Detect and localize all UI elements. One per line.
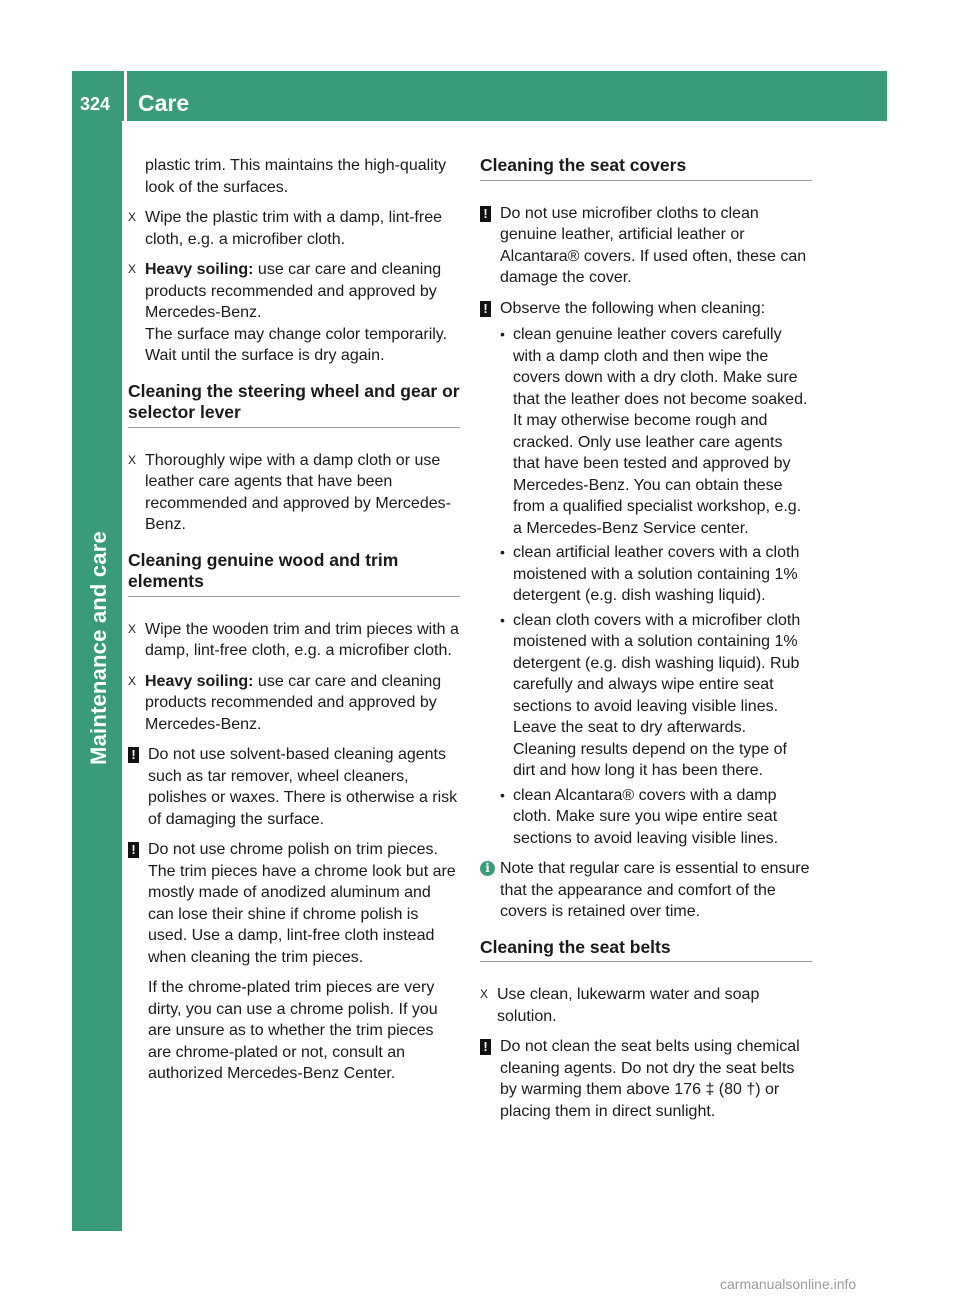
step-arrow-icon: X	[480, 987, 489, 1001]
bullet-icon: •	[500, 611, 505, 628]
warning-continuation: If the chrome-plated trim pieces are very dirty, you can use a chrome polish. If you are unsure as to whether the trim pieces are chrome-plated or not, consult an authorized Mercedes-Benz Center.	[148, 979, 438, 1082]
heading-wood: Cleaning genuine wood and trim elements	[128, 550, 460, 597]
warning-icon: !	[480, 301, 491, 317]
bullet-text: clean Alcantara® covers with a damp cloth. Make sure you wipe entire seat sections to avoid leaving visible lines.	[513, 786, 779, 847]
step-text: Thoroughly wipe with a damp cloth or use leather care agents that have been recommended and approved by Mercedes-Benz.	[145, 451, 451, 533]
section-title: Care	[138, 90, 190, 116]
header-divider	[124, 71, 127, 121]
step-text: use car care and cleaning products recommended and approved by Mercedes-Benz.	[145, 672, 442, 733]
bullet-item	[480, 610, 812, 782]
left-column	[128, 155, 460, 1094]
step-text: Wipe the wooden trim and trim pieces with a damp, lint-free cloth, e.g. a microfiber cloth.	[145, 620, 459, 659]
bullet-item	[480, 785, 812, 850]
bullet-text: clean artificial leather covers with a cloth moistened with a solution containing 1% detergent (e.g. dish washing liquid).	[513, 544, 800, 604]
step-item	[128, 259, 460, 367]
bullet-item	[480, 542, 812, 607]
step-text: Use clean, lukewarm water and soap solution.	[497, 986, 760, 1025]
warning-icon: !	[480, 206, 491, 222]
step-item	[128, 207, 460, 250]
warning-icon: !	[128, 842, 139, 858]
bullet-text: clean genuine leather covers carefully with a damp cloth and then wipe the covers down with a dry cloth. Make sure that the leather does not become soaked. It may otherwise become rough and cracked. Only use leather care agents that have been tested and approved by Mercedes-Benz. You can obtain these from a qualified specialist workshop, e.g. a Mercedes-Benz Service center.	[513, 326, 808, 537]
warning-text: Do not clean the seat belts using chemical cleaning agents. Do not dry the seat belts by warming them above 176 ‡ (80 †) or placing them in direct sunlight.	[500, 1038, 800, 1120]
warning-item	[128, 839, 460, 1085]
warning-text: Observe the following when cleaning:	[500, 299, 766, 317]
warning-item	[480, 298, 812, 320]
bullet-icon: •	[500, 544, 505, 560]
warning-text: Do not use chrome polish on trim pieces. The trim pieces have a chrome look but are mostly made of anodized aluminum and can lose their shine if chrome polish is used. Use a damp, lint-free cloth instead when cleaning the trim pieces.	[148, 841, 456, 966]
info-item	[480, 858, 812, 923]
warning-item	[480, 1036, 812, 1122]
info-icon: i	[480, 861, 495, 876]
step-arrow-icon: X	[128, 210, 137, 224]
header-bar	[72, 71, 887, 121]
warning-icon: !	[128, 747, 139, 763]
bullet-icon: •	[500, 326, 505, 342]
page-number: 324	[80, 94, 111, 114]
bullet-item	[480, 324, 812, 539]
warning-text: Do not use microfiber cloths to clean genuine leather, artificial leather or Alcantara® covers. If used often, these can damage the cover.	[500, 204, 807, 286]
step-text: use car care and cleaning products recommended and approved by Mercedes-Benz.	[145, 261, 442, 321]
step-label: Heavy soiling:	[145, 672, 254, 690]
bullet-text: clean cloth covers with a microfiber cloth moistened with a solution containing 1% detergent (e.g. dish washing liquid). Rub carefully and always wipe entire seat sections to avoid leaving visible lines. Leave the seat to dry afterwards. Cleaning results depend on the type of dirt and how long it has been there.	[513, 611, 801, 779]
step-label: Heavy soiling:	[145, 261, 254, 278]
heading-steering: Cleaning the steering wheel and gear or selector lever	[128, 381, 460, 428]
heading-seat-covers: Cleaning the seat covers	[480, 155, 812, 181]
info-text: Note that regular care is essential to ensure that the appearance and comfort of the covers is retained over time.	[500, 860, 810, 920]
warning-item	[480, 203, 812, 289]
warning-icon: !	[480, 1039, 491, 1055]
heading-seat-belts: Cleaning the seat belts	[480, 937, 812, 963]
warning-text: Do not use solvent-based cleaning agents such as tar remover, wheel cleaners, polishes or waxes. There is otherwise a risk of damaging the surface.	[148, 746, 458, 828]
step-item	[128, 671, 460, 736]
bullet-icon: •	[500, 786, 505, 803]
step-arrow-icon: X	[128, 452, 137, 467]
intro-text: plastic trim. This maintains the high-quality look of the surfaces.	[145, 157, 447, 196]
step-arrow-icon: X	[128, 621, 137, 636]
step-item	[128, 619, 460, 662]
step-note: The surface may change color temporarily. Wait until the surface is dry again.	[145, 325, 448, 364]
step-arrow-icon: X	[128, 673, 137, 688]
warning-item	[128, 744, 460, 830]
watermark: carmanualsonline.info	[720, 1276, 857, 1292]
step-item	[480, 984, 812, 1027]
step-item	[128, 450, 460, 536]
step-arrow-icon: X	[128, 262, 137, 276]
right-column	[480, 155, 812, 1131]
step-text: Wipe the plastic trim with a damp, lint-free cloth, e.g. a microfiber cloth.	[145, 209, 442, 248]
